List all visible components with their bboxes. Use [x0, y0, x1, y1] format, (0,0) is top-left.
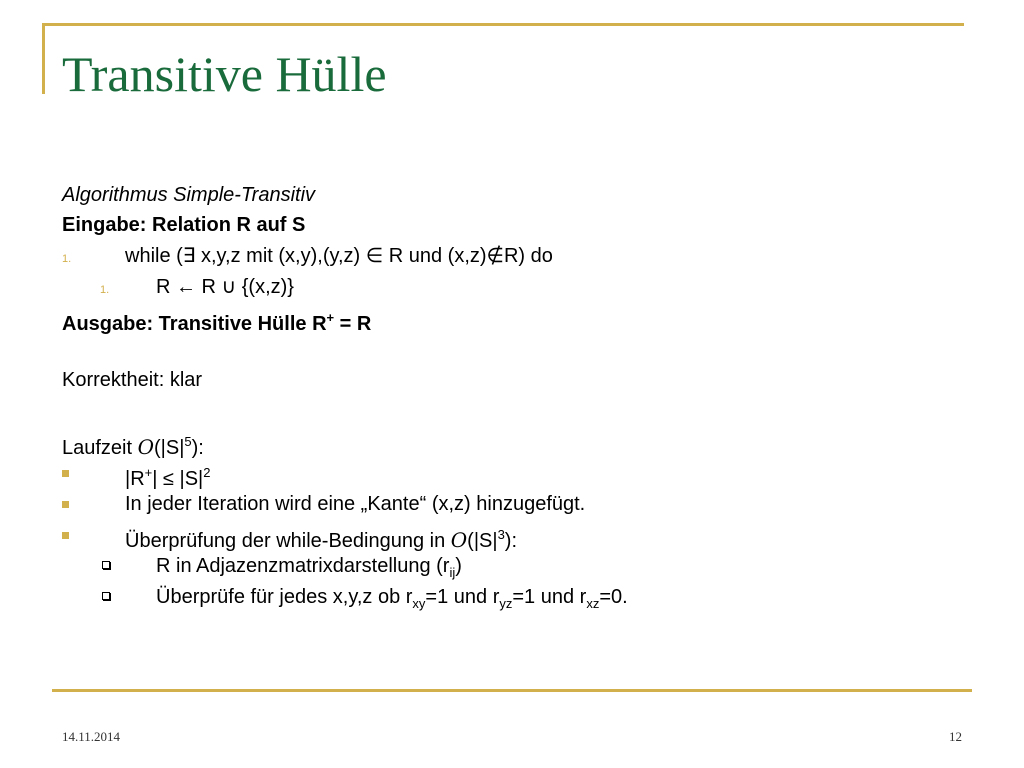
- runtime-exponent: 5: [184, 434, 192, 449]
- step-number: 1.: [100, 284, 110, 296]
- sub-bullet-text: R in Adjazenzmatrixdarstellung $(r_{ij})$: [156, 555, 462, 580]
- algorithm-output: [62, 305, 372, 335]
- frame-bottom-line: [52, 689, 972, 692]
- bullet-text: In jeder Iteration wird eine „Kante“ (x,z) hinzugefügt.: [125, 493, 586, 515]
- bullet-text: Überprüfung der while-Bedingung in $O(|S|^3)$:: [125, 527, 518, 552]
- hollow-square-bullet-icon: [102, 592, 110, 600]
- output-sup: +: [326, 310, 335, 325]
- runtime-arg: (|S|: [154, 437, 185, 459]
- frame-left-line: [42, 23, 45, 94]
- frame-top-line: [42, 23, 964, 26]
- step-number: 1.: [62, 253, 72, 265]
- footer-date: 14.11.2014: [62, 729, 121, 744]
- correctness: Korrektheit: klar: [62, 369, 203, 391]
- algorithm-name: Algorithmus Simple-Transitiv: [62, 184, 316, 206]
- bullet-square-icon: [62, 501, 69, 508]
- hollow-square-bullet-icon: [102, 561, 110, 569]
- sub-bullet-text: Überprüfe für jedes x,y,z ob $r_{xy}=1$ und $r_{yz}=1$ und $r_{xz}=0$.: [156, 586, 628, 611]
- big-o-symbol: O: [137, 435, 155, 459]
- output-text-end: = R: [334, 313, 372, 335]
- bullet-square-icon: [62, 470, 69, 477]
- step-text: R ← R ∪ {(x,z)}: [156, 276, 294, 298]
- bullet-text: $|R^+| \le |S|^2$: [125, 465, 211, 490]
- slide-title: Transitive Hülle: [62, 46, 387, 102]
- footer-page-number: 12: [949, 729, 962, 744]
- runtime-label: Laufzeit: [62, 437, 138, 459]
- output-text: Ausgabe: Transitive Hülle R: [62, 313, 327, 335]
- bullet-square-icon: [62, 532, 69, 539]
- runtime-close: ):: [191, 437, 204, 459]
- algorithm-input: Eingabe: Relation R auf S: [62, 214, 306, 236]
- step-text: while (∃ x,y,z mit (x,y),(y,z) ∈ R und (x,z)∉R) do: [125, 245, 553, 267]
- runtime-heading: [62, 429, 204, 459]
